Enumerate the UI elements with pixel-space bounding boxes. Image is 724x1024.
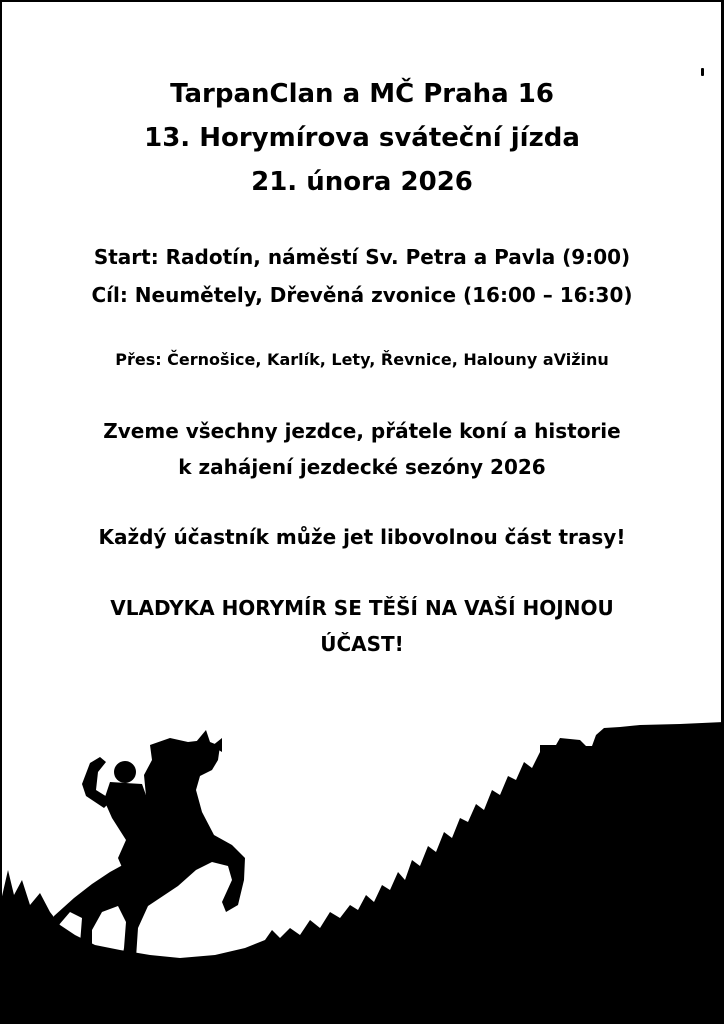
invitation-line-1: Zveme všechny jezdce, přátele koní a historie [103, 419, 621, 443]
event-heading [20, 72, 704, 204]
route-info [20, 238, 704, 314]
event-title: 13. Horymírova sváteční jízda [144, 123, 580, 153]
poster-border-top [0, 0, 724, 2]
organizer-line: TarpanClan a MČ Praha 16 [170, 79, 554, 109]
landscape-silhouette [0, 700, 724, 1024]
route-via: Přes: Černošice, Karlík, Lety, Řevnice, Halouny aVižinu [115, 350, 609, 369]
route-finish: Cíl: Neumětely, Dřevěná zvonice (16:00 – 16:30) [91, 283, 633, 307]
invitation-line-2: k zahájení jezdecké sezóny 2026 [178, 455, 546, 479]
closing-line-2: ÚČAST! [320, 632, 404, 656]
participation-note: Každý účastník může jet libovolnou část trasy! [98, 525, 626, 549]
closing-line-1: VLADYKA HORYMÍR SE TĚŠÍ NA VAŠÍ HOJNOU [110, 596, 614, 620]
route-start: Start: Radotín, náměstí Sv. Petra a Pavla (9:00) [93, 245, 631, 269]
event-date: 21. února 2026 [251, 167, 473, 197]
invitation-text [20, 413, 704, 485]
horse-rider-silhouette-icon [48, 730, 245, 972]
closing-message [50, 590, 674, 662]
